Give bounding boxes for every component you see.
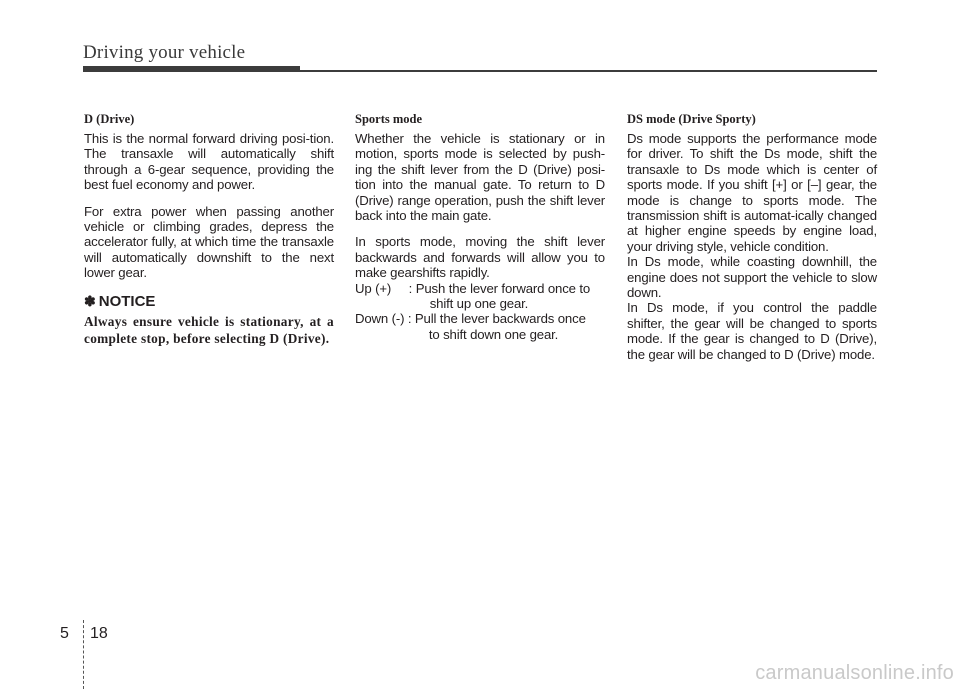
shift-down-row [355,311,605,342]
header-rule-thin [300,70,877,72]
header-rule-thick [83,66,300,72]
shift-up-description [416,281,605,312]
shift-up-desc-line1: Push the lever forward once to [415,280,591,296]
sports-paragraph-1: Whether the vehicle is stationary or in motion, sports mode is selected by push-ing the shift lever from the D (Drive) posi-tion into the manual gate. To return to D (Drive) range operation, push the shift lever back into the main gate. [355,131,605,224]
drive-paragraph-1: This is the normal forward driving posi-tion. The transaxle will automatically shift through a 6-gear sequence, providing the best fuel economy and power. [84,131,334,193]
column-sports-mode [355,111,605,342]
shift-down-key: Down (-) : [355,311,415,327]
page-header-title: Driving your vehicle [83,42,246,63]
shift-up-desc-line2: shift up one gear. [429,296,529,312]
ds-mode-heading: DS mode (Drive Sporty) [627,112,756,126]
section-number: 5 [60,625,69,642]
drive-paragraph-2: For extra power when passing another vehicle or climbing grades, depress the accelerator fully, at which time the transaxle will automatically downshift to the next lower gear. [84,203,334,281]
column-drive [84,111,334,347]
shift-up-row [355,281,605,312]
ds-paragraph-2: In Ds mode, while coasting downhill, the engine does not support the vehicle to slow down. [627,254,877,301]
shift-up-key: Up (+) : [355,280,416,296]
shift-down-desc-line1: Pull the lever backwards once [414,311,586,327]
sports-mode-heading: Sports mode [355,112,423,126]
sports-paragraph-2: In sports mode, moving the shift lever backwards and forwards will allow you to make gearshifts rapidly. [355,234,605,281]
shift-down-desc-line2: to shift down one gear. [428,326,559,342]
footer-divider [83,620,84,689]
page-number: 18 [90,625,108,642]
column-ds-mode [627,111,877,362]
notice-text: Always ensure vehicle is stationary, at a complete stop, before selecting D (Drive). [84,313,334,346]
watermark: carmanualsonline.info [755,662,954,684]
drive-heading: D (Drive) [84,112,135,126]
notice-heading [84,293,334,310]
ds-paragraph-1: Ds mode supports the performance mode for driver. To shift the Ds mode, shift the transaxle to Ds mode which is center of sports mode. If you shift [+] or [–] gear, the mode is change to sports mode. The transmission shift is automat-ically changed at higher engine speeds by engine load, your driving style, vehicle condition. [627,131,877,254]
shift-down-description [415,311,605,342]
notice-star-icon: ✽ [84,292,96,309]
notice-title: NOTICE [98,292,156,310]
ds-paragraph-3: In Ds mode, if you control the paddle shifter, the gear will be changed to sports mode. If the gear is changed to D (Drive), the gear will be changed to D (Drive) mode. [627,300,877,362]
